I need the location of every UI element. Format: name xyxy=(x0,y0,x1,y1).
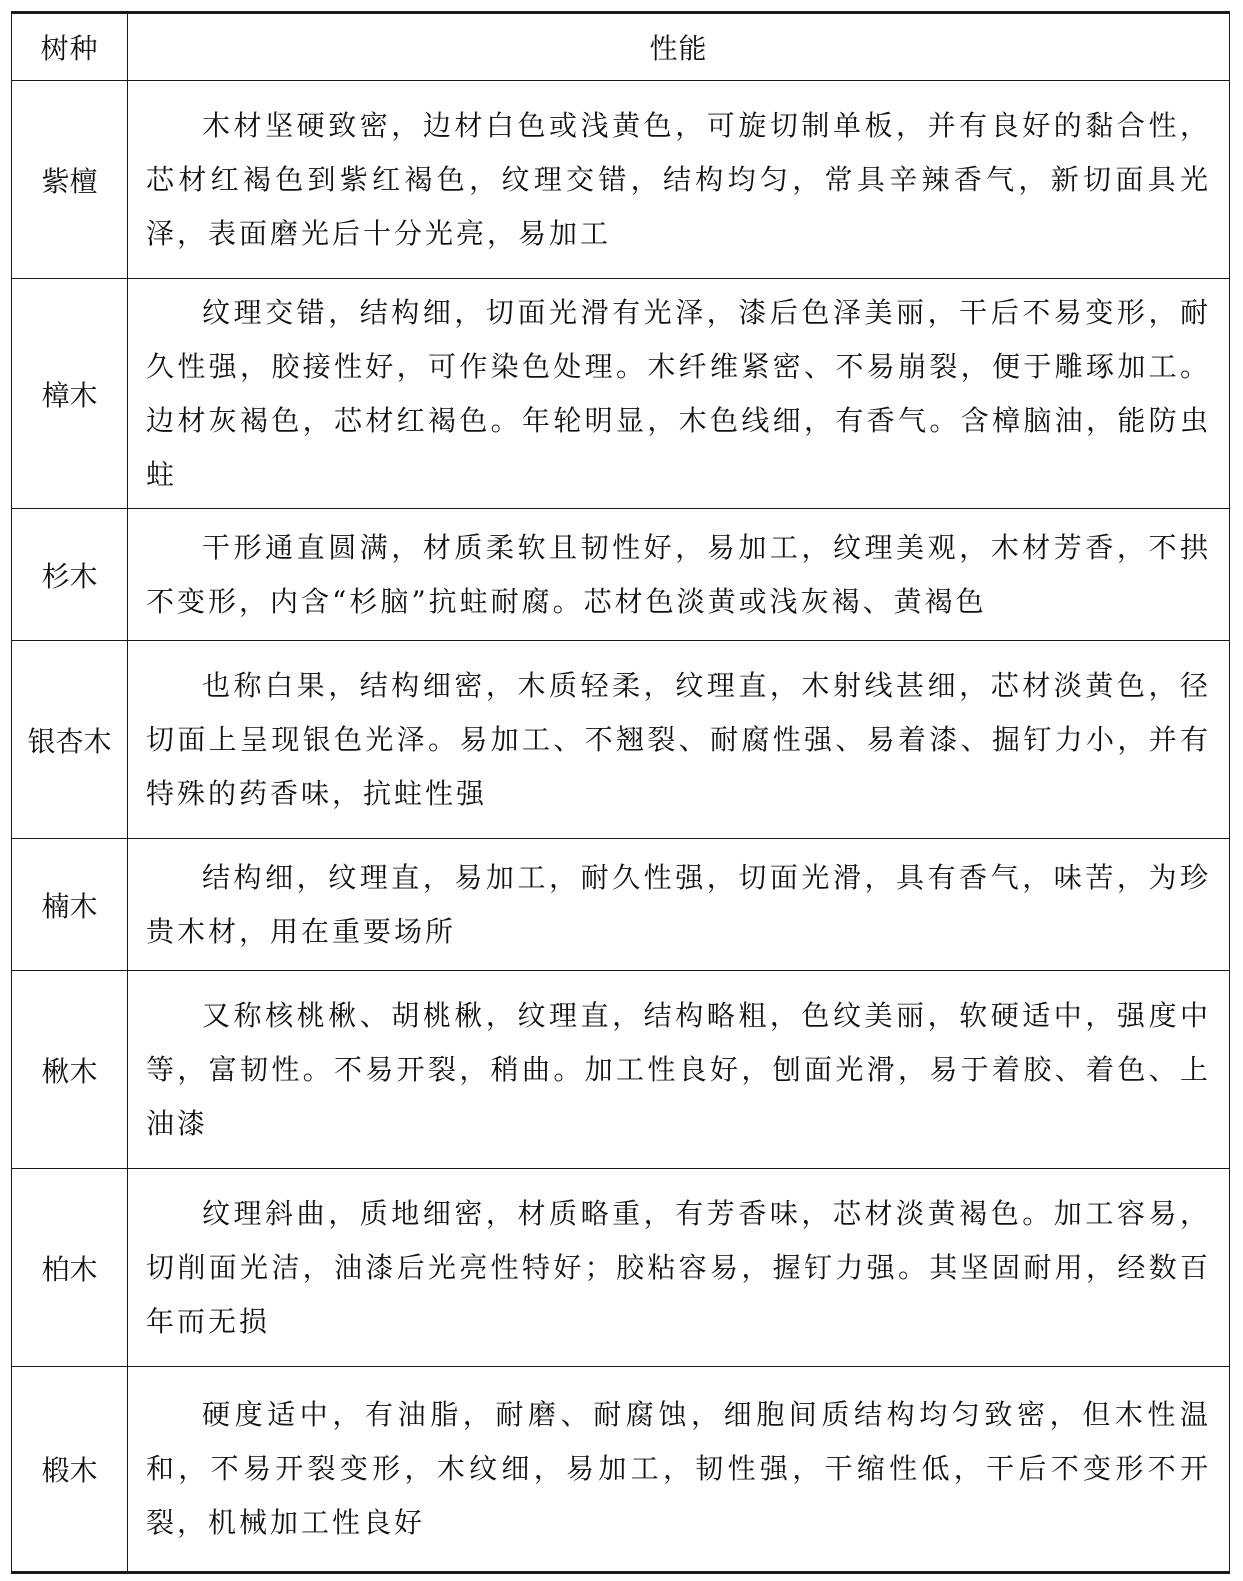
species-cell: 紫檀 xyxy=(12,81,128,279)
document-page xyxy=(11,11,1229,1570)
properties-cell: 又称核桃楸、胡桃楸，纹理直，结构略粗，色纹美丽，软硬适中，强度中等，富韧性。不易开裂，稍曲。加工性良好，刨面光滑，易于着胶、着色、上油漆 xyxy=(128,971,1230,1169)
properties-cell: 干形通直圆满，材质柔软且韧性好，易加工，纹理美观，木材芳香，不拱不变形，内含“杉脑”抗蛀耐腐。芯材色淡黄或浅灰褐、黄褐色 xyxy=(128,509,1230,641)
properties-cell: 纹理斜曲，质地细密，材质略重，有芳香味，芯材淡黄褐色。加工容易，切削面光洁，油漆后光亮性特好；胶粘容易，握钉力强。其坚固耐用，经数百年而无损 xyxy=(128,1169,1230,1367)
table-row xyxy=(12,509,1230,641)
properties-cell: 也称白果，结构细密，木质轻柔，纹理直，木射线甚细，芯材淡黄色，径切面上呈现银色光泽。易加工、不翘裂、耐腐性强、易着漆、掘钉力小，并有特殊的药香味，抗蛀性强 xyxy=(128,641,1230,839)
species-cell: 樟木 xyxy=(12,279,128,509)
properties-cell: 结构细，纹理直，易加工，耐久性强，切面光滑，具有香气，味苦，为珍贵木材，用在重要场所 xyxy=(128,839,1230,971)
table-header xyxy=(12,13,1230,81)
table-row xyxy=(12,81,1230,279)
species-cell: 杉木 xyxy=(12,509,128,641)
table-row xyxy=(12,839,1230,971)
table-body xyxy=(12,81,1230,1573)
header-properties: 性能 xyxy=(128,13,1230,81)
table-row xyxy=(12,1367,1230,1573)
species-cell: 楸木 xyxy=(12,971,128,1169)
table-row xyxy=(12,971,1230,1169)
species-cell: 椴木 xyxy=(12,1367,128,1573)
species-cell: 楠木 xyxy=(12,839,128,971)
table-row xyxy=(12,1169,1230,1367)
properties-cell: 纹理交错，结构细，切面光滑有光泽，漆后色泽美丽，干后不易变形，耐久性强，胶接性好，可作染色处理。木纤维紧密、不易崩裂，便于雕琢加工。边材灰褐色，芯材红褐色。年轮明显，木色线细，有香气。含樟脑油，能防虫蛀 xyxy=(128,279,1230,509)
wood-properties-table xyxy=(11,11,1230,1574)
properties-cell: 硬度适中，有油脂，耐磨、耐腐蚀，细胞间质结构均匀致密，但木性温和，不易开裂变形，木纹细，易加工，韧性强，干缩性低，干后不变形不开裂，机械加工性良好 xyxy=(128,1367,1230,1573)
header-species: 树种 xyxy=(12,13,128,81)
table-row xyxy=(12,279,1230,509)
properties-cell: 木材坚硬致密，边材白色或浅黄色，可旋切制单板，并有良好的黏合性，芯材红褐色到紫红褐色，纹理交错，结构均匀，常具辛辣香气，新切面具光泽，表面磨光后十分光亮，易加工 xyxy=(128,81,1230,279)
species-cell: 柏木 xyxy=(12,1169,128,1367)
table-row xyxy=(12,641,1230,839)
species-cell: 银杏木 xyxy=(12,641,128,839)
header-row xyxy=(12,13,1230,81)
